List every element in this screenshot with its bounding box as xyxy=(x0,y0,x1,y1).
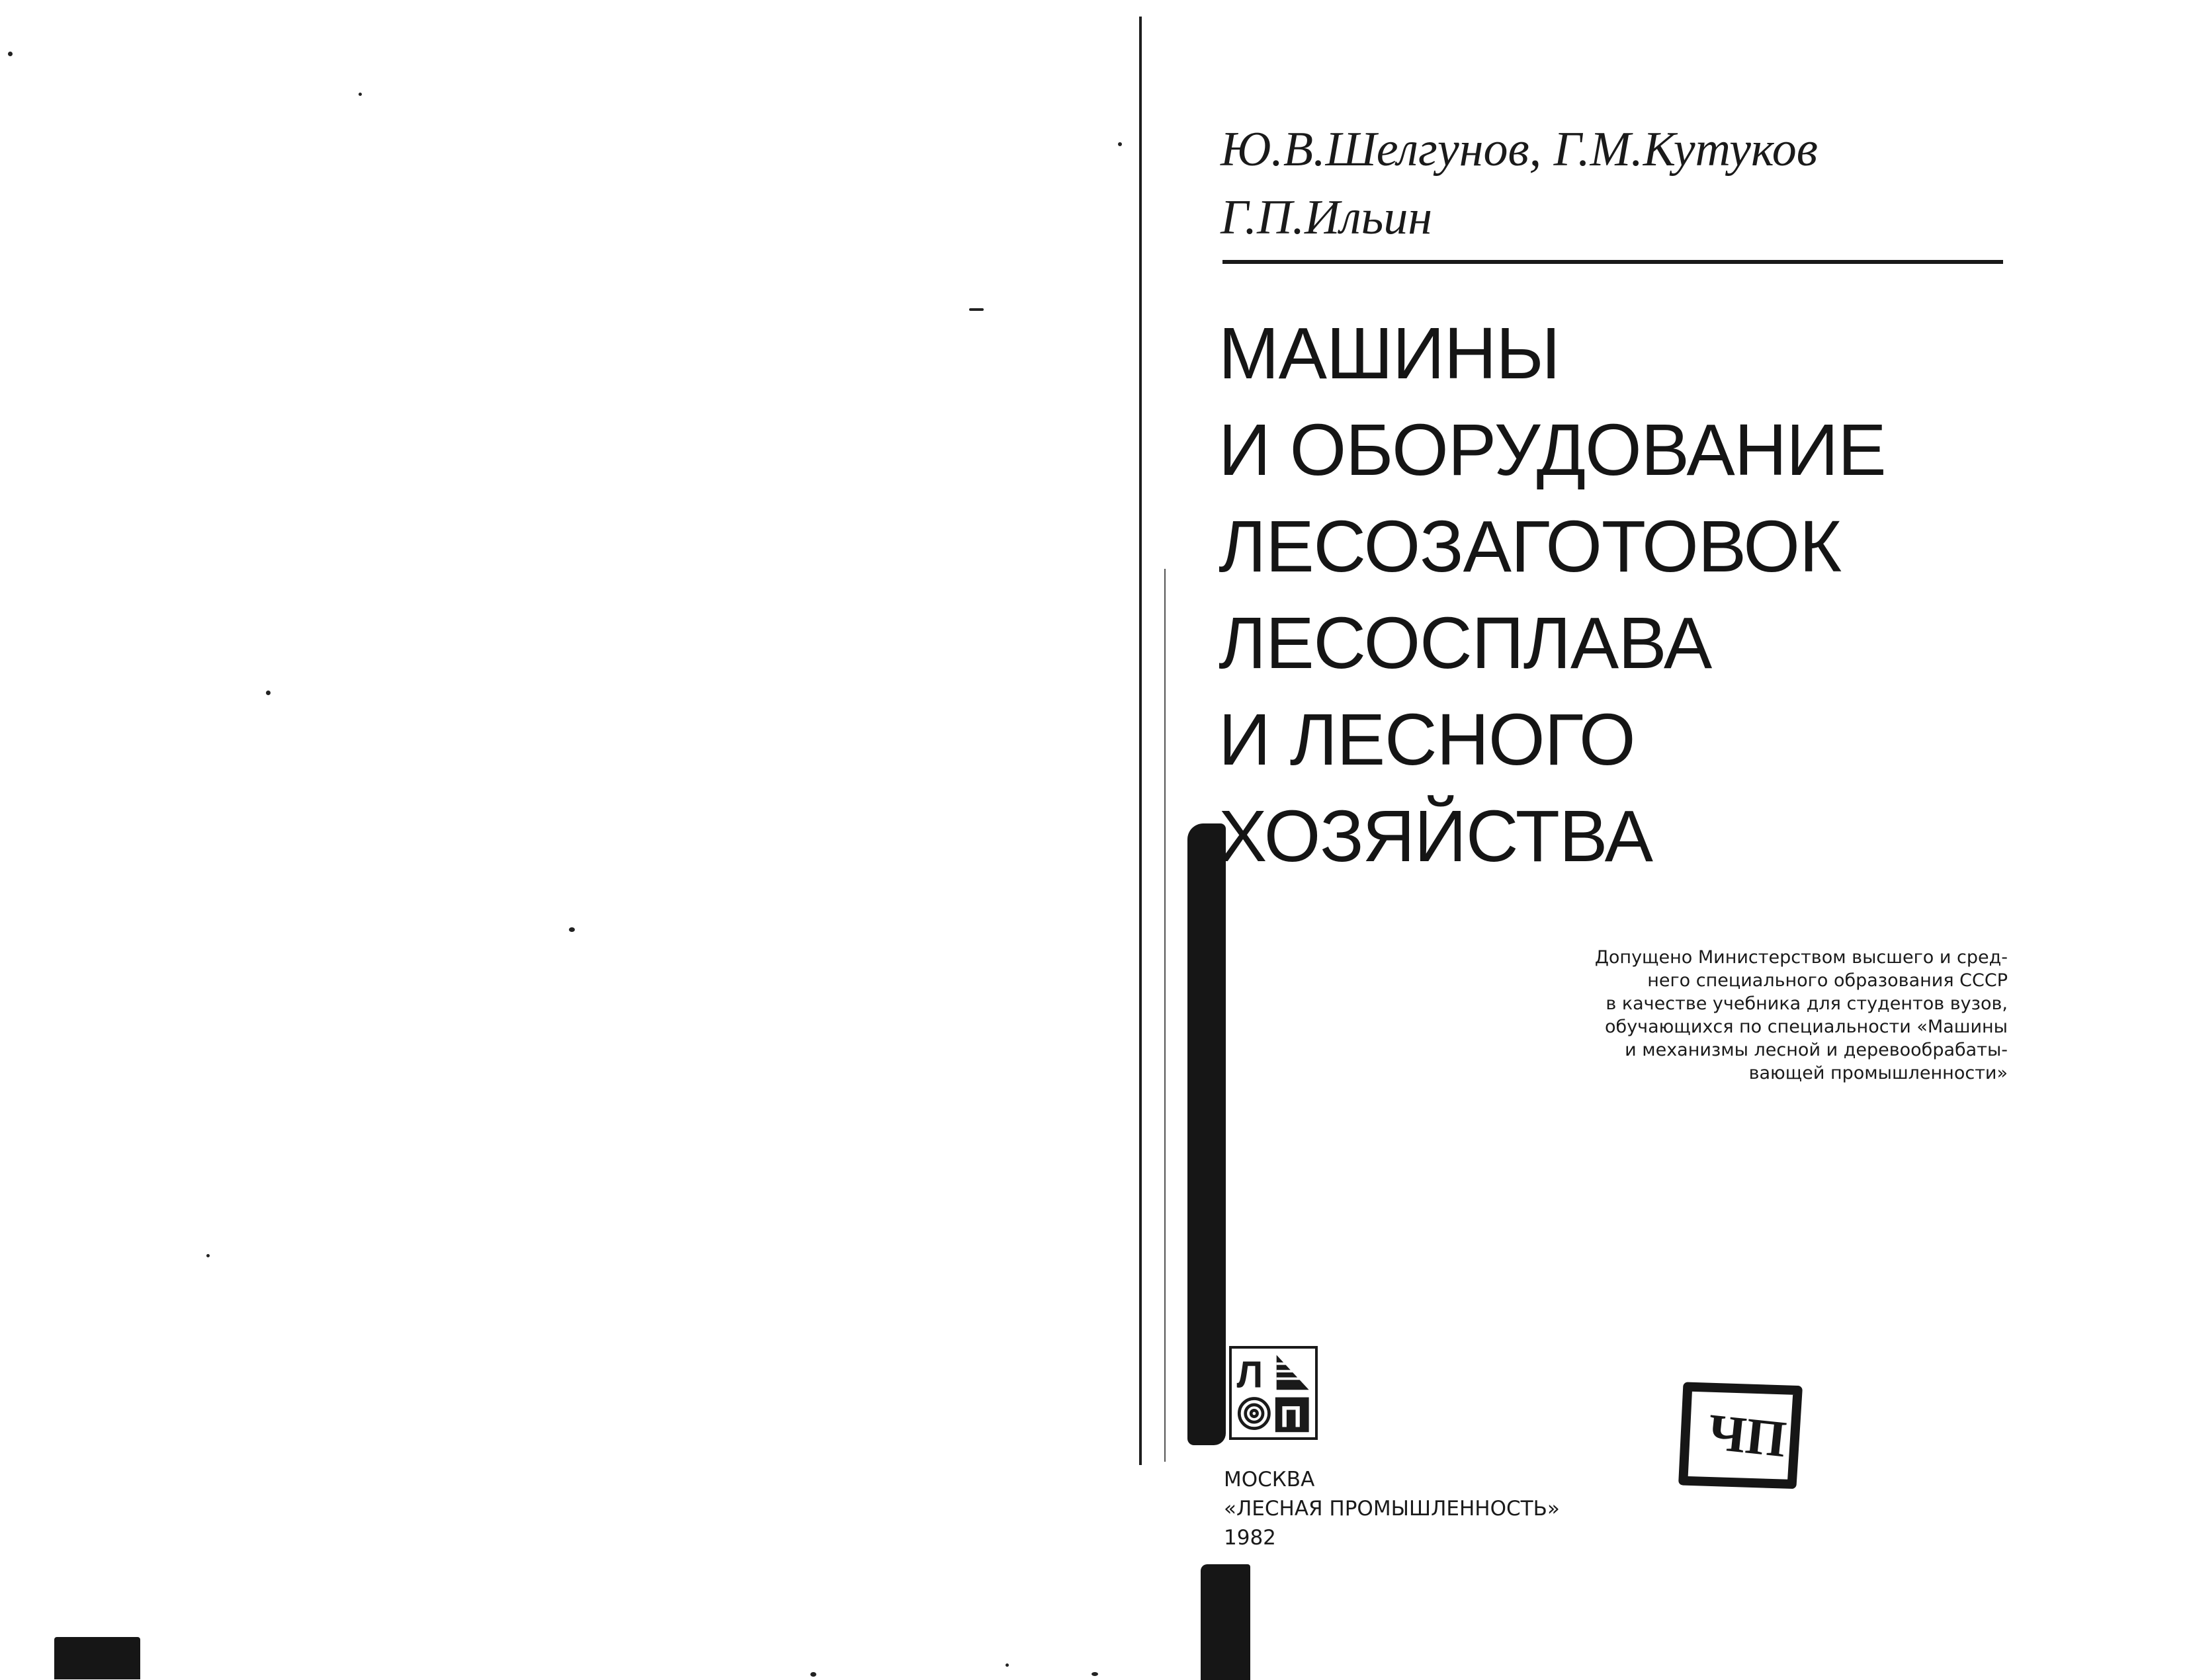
approval-line: вающей промышленности» xyxy=(1748,1063,2008,1083)
approval-note xyxy=(1498,946,2008,1085)
approval-line: и механизмы лесной и деревообрабаты- xyxy=(1625,1040,2008,1060)
scan-shadow-bar xyxy=(1201,1564,1250,1680)
title-divider xyxy=(1222,260,2003,264)
publication-year: 1982 xyxy=(1224,1526,1276,1550)
title-line: МАШИНЫ xyxy=(1219,313,1560,394)
svg-text:П: П xyxy=(1280,1400,1302,1434)
scan-speck xyxy=(266,691,271,695)
title-line: И ОБОРУДОВАНИЕ xyxy=(1219,409,1886,491)
authors-block xyxy=(1221,116,2014,252)
publisher-name: «ЛЕСНАЯ ПРОМЫШЛЕННОСТЬ» xyxy=(1224,1497,1560,1521)
svg-text:ЧП: ЧП xyxy=(1705,1402,1789,1468)
title-line: И ЛЕСНОГО xyxy=(1219,699,1635,780)
approval-line: в качестве учебника для студентов вузов, xyxy=(1606,993,2008,1014)
title-line: ХОЗЯЙСТВА xyxy=(1219,796,1653,877)
approval-line: обучающихся по специальности «Машины xyxy=(1605,1017,2008,1037)
scan-speck xyxy=(1092,1672,1098,1676)
scan-speck xyxy=(8,52,13,56)
scan-speck xyxy=(1006,1663,1009,1667)
authors-line-1: Ю.В.Шелгунов, Г.М.Кутуков xyxy=(1221,122,1818,177)
publisher-logo-icon xyxy=(1229,1346,1318,1440)
approval-line: него специального образования СССР xyxy=(1647,970,2008,991)
page-gutter-line xyxy=(1139,17,1142,1465)
scan-speck xyxy=(810,1672,816,1677)
book-title xyxy=(1219,306,2078,885)
scan-speck xyxy=(569,927,575,932)
library-stamp-icon xyxy=(1668,1372,1809,1497)
page-gutter-shadow xyxy=(1164,569,1166,1462)
title-line: ЛЕСОСПЛАВА xyxy=(1219,603,1712,684)
scan-speck xyxy=(969,308,984,311)
publisher-city: МОСКВА xyxy=(1224,1468,1315,1491)
scan-shadow-bar xyxy=(54,1637,140,1679)
scan-speck xyxy=(359,93,362,96)
svg-text:Л: Л xyxy=(1236,1353,1264,1396)
scan-speck xyxy=(206,1254,210,1257)
publisher-imprint xyxy=(1224,1465,1560,1552)
title-line: ЛЕСОЗАГОТОВОК xyxy=(1219,506,1842,587)
scan-speck xyxy=(1118,142,1122,146)
authors-line-2: Г.П.Ильин xyxy=(1221,190,1433,245)
approval-line: Допущено Министерством высшего и сред- xyxy=(1594,947,2008,968)
scan-shadow-bar xyxy=(1187,823,1226,1445)
